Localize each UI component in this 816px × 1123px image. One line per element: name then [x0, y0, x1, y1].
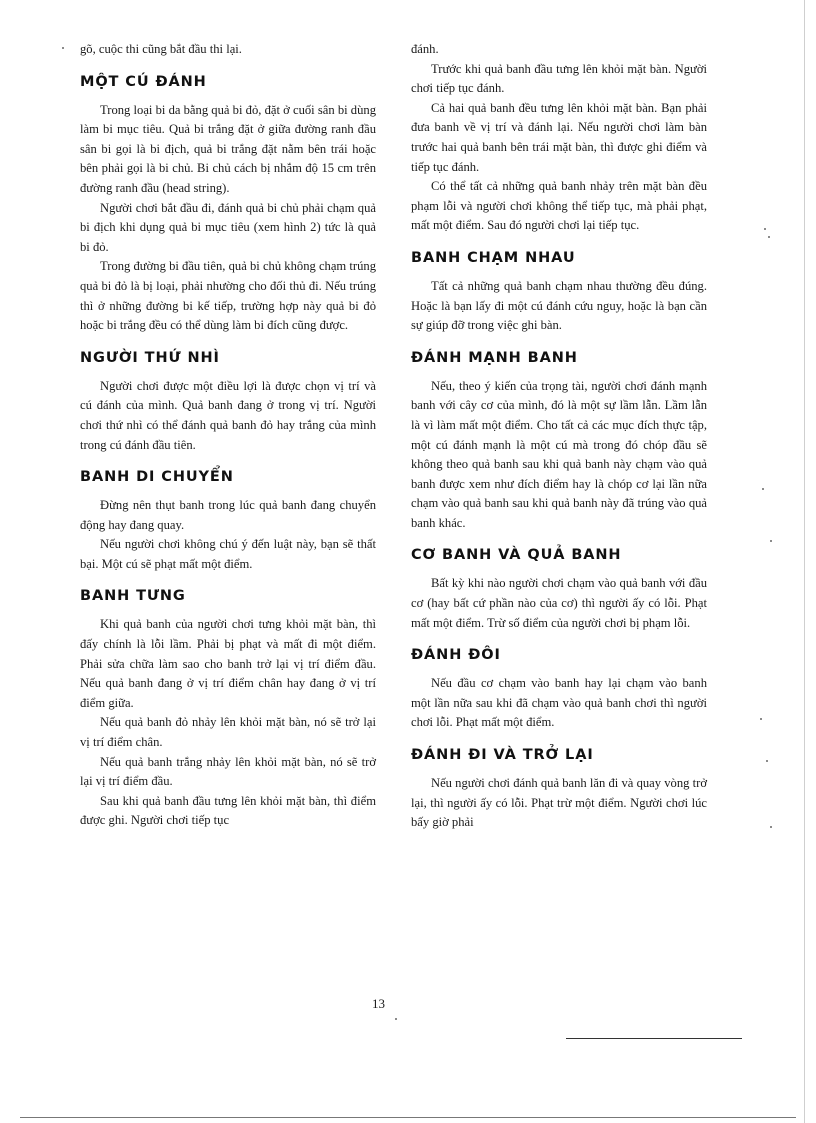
paragraph: Tất cả những quả banh chạm nhau thường đều đúng. Hoặc là bạn lấy đi một cú đánh cứu nguy, hoặc là bạn cần sự giúp đỡ trong việc ghi bàn.	[411, 278, 707, 333]
paragraph: Nếu đầu cơ chạm vào banh hay lại chạm vào banh một lần nữa sau khi đã chạm vào quả banh chơi thì người chơi lỗi. Phạt mất một điểm.	[411, 676, 707, 730]
section-heading: ĐÁNH ĐI VÀ TRỞ LẠI	[411, 747, 594, 764]
section-heading: BANH DI CHUYỂN	[80, 469, 234, 486]
scan-speck	[395, 1018, 397, 1020]
scan-speck	[62, 47, 64, 49]
scan-speck	[766, 760, 768, 762]
right-column	[411, 40, 707, 833]
section-heading: ĐÁNH MẠNH BANH	[411, 349, 578, 366]
page-number: 13	[372, 996, 385, 1011]
paragraph: Người chơi bắt đầu đi, đánh quả bi chủ phải chạm quả bi địch khi dụng quả bi mục tiêu (xem hình 2) tức là quả bi đỏ.	[80, 200, 376, 254]
paragraph: Khi quả banh của người chơi tưng khỏi mặt bàn, thì đấy chính là lỗi lầm. Phải bị phạt và mất đi một điểm. Phải sửa chữa làm sao cho banh trở lại vị trí điểm đầu. Nếu quả banh đang ở vị trí điểm chân hay đang ở vị trí điểm giữa.	[80, 617, 376, 710]
left-column	[80, 40, 376, 831]
scan-speck	[760, 718, 762, 720]
paragraph: Nếu người chơi không chú ý đến luật này, bạn sẽ thất bại. Một cú sẽ phạt mất một điểm.	[80, 537, 376, 571]
paragraph: Bất kỳ khi nào người chơi chạm vào quả banh với đầu cơ (hay bất cứ phần nào của cơ) thì người ấy có lỗi. Phạt mất một điểm. Trừ số điểm của người chơi bị phạm lỗi.	[411, 576, 707, 630]
scan-speck	[770, 826, 772, 828]
paragraph: Trước khi quả banh đầu tưng lên khỏi mặt bàn. Người chơi tiếp tục đánh.	[411, 61, 707, 96]
section-heading: BANH CHẠM NHAU	[411, 249, 576, 266]
paragraph: Cả hai quả banh đều tưng lên khỏi mặt bàn. Bạn phải đưa banh về vị trí và đánh lại. Nếu người chơi làm bàn trước hai quả banh bên trái mặt bàn, thì được ghi điểm và tiếp tục đánh.	[411, 100, 707, 174]
section-heading: ĐÁNH ĐÔI	[411, 647, 501, 664]
section-heading: CƠ BANH VÀ QUẢ BANH	[411, 547, 622, 564]
paragraph: Người chơi được một điều lợi là được chọn vị trí và cú đánh của mình. Quả banh đang ở trong vị trí. Người chơi thứ nhì có thể đánh quả banh đỏ hay trắng của mình trong cú đánh đầu tiên.	[80, 378, 376, 452]
paragraph: đánh.	[411, 42, 439, 56]
paragraph: Trong loại bi da bằng quả bi đỏ, đặt ở cuối sân bi dùng làm bi mục tiêu. Quả bi trắng đặt ở giữa đường ranh đầu sân bi gọi là bi địch, quả bi trắng đặt nằm bên trái hoặc bên phải gọi là bi chủ. Bi chủ cách bị nhắm độ 15 cm trên đường ranh đầu (head string).	[80, 102, 376, 195]
scan-speck	[764, 228, 766, 230]
paragraph: Đừng nên thụt banh trong lúc quả banh đang chuyển động hay đang quay.	[80, 498, 376, 532]
scan-bottom-line	[20, 1117, 796, 1118]
paragraph: gõ, cuộc thi cũng bắt đầu thi lại.	[80, 42, 242, 56]
scan-speck	[770, 540, 772, 542]
scan-right-edge	[804, 0, 805, 1123]
paragraph: Nếu quả banh trắng nhảy lên khỏi mặt bàn, nó sẽ trở lại vị trí điểm đầu.	[80, 754, 376, 789]
paragraph: Nếu quả banh đỏ nhảy lên khỏi mặt bàn, nó sẽ trở lại vị trí điểm chân.	[80, 715, 376, 750]
scan-speck	[762, 488, 764, 490]
paragraph: Sau khi quả banh đầu tưng lên khỏi mặt bàn, thì điểm được ghi. Người chơi tiếp tục	[80, 793, 376, 828]
section-heading: MỘT CÚ ĐÁNH	[80, 73, 207, 90]
section-heading: BANH TƯNG	[80, 588, 186, 605]
section-heading: NGƯỜI THỨ NHÌ	[80, 349, 220, 366]
paragraph: Nếu người chơi đánh quả banh lăn đi và quay vòng trở lại, thì người ấy có lỗi. Phạt trừ một điểm. Người chơi lúc bấy giờ phải	[411, 776, 707, 830]
paragraph: Có thể tất cả những quả banh nhảy trên mặt bàn đều phạm lỗi và người chơi không thể tiếp tục, mà phải phạt, mất một điểm. Sau đó người chơi lại tiếp tục.	[411, 179, 707, 233]
paragraph: Nếu, theo ý kiến của trọng tài, người chơi đánh mạnh banh với cây cơ của mình, đó là một sự lầm lẫn. Lầm lẫn là vì làm mất một điểm. Cho tất cả các mục đích thực tập, một cú đánh mạnh là một cú mà trong đó chóp đầu sẽ không theo quả banh sau khi quả banh này chạm vào quả banh được xem như đích điểm hay là chóp cơ lại lần nữa chạm vào quả banh sau khi quả banh này đã trúng vào quả banh khác.	[411, 378, 707, 530]
footer-rule	[566, 1038, 742, 1039]
scan-speck	[768, 236, 770, 238]
paragraph: Trong đường bi đầu tiên, quả bi chủ không chạm trúng quả bi đỏ là bị loại, phải nhường cho đối thủ đi. Nếu trúng thì ở những đường bi kế tiếp, trường hợp này quả bi đỏ hoặc bi trắng đều có thể dùng làm bi đích cũng được.	[80, 259, 376, 333]
